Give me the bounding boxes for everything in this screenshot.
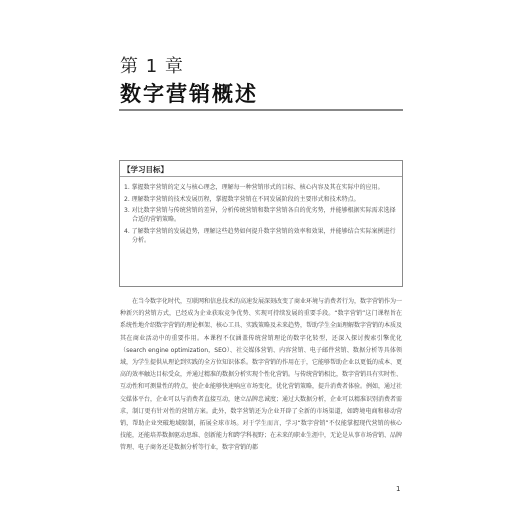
page-number: 1	[396, 485, 401, 493]
objectives-list	[124, 183, 396, 247]
body-paragraph: 在当今数字化时代，互联网和信息技术的高速发展深刻改变了商业环境与消费者行为，数字营销作为一种新兴的营销方式，已经成为企业获取竞争优势、实现可持续发展的重要手段。“数字营销”这门课程旨在系统性地介绍数字营销的理论框架、核心工具、实践策略及未来趋势，帮助学生全面理解数字营销的本质及其在商业活动中的重要作用。本课程不仅涵盖传统营销理论的数字化转型，还深入探讨搜索引擎优化（search engine optimization，SEO）、社交媒体营销、内容营销、电子邮件营销、数据分析等具体领域，为学生提供从理论到实践的全方位知识体系。数字营销的作用在于，它能够帮助企业以更低的成本、更高的效率触达目标受众，并通过精准的数据分析实现个性化营销。与传统营销相比，数字营销具有实时性、互动性和可测量性的特点，使企业能够快速响应市场变化，优化营销策略，提升消费者体验。例如，通过社交媒体平台，企业可以与消费者直接互动，建立品牌忠诚度；通过大数据分析，企业可以精准识别消费者需求，制订更有针对性的营销方案。此外，数字营销还为企业开辟了全新的市场渠道，如跨境电商和移动营销，帮助企业突破地域限制，拓展全球市场。对于学生而言，学习“数字营销”不仅能掌握现代营销的核心技能，还能培养数据驱动思维、创新能力和跨学科视野；在未来的职业生涯中，无论是从事市场营销、品牌管理、电子商务还是数据分析等行业，数字营销的都	[120, 298, 403, 452]
title-underline	[119, 109, 403, 111]
objective-item: 4. 了解数字营销的发展趋势，理解这些趋势如何提升数字营销的效率和效果，并能够结合实际案例进行分析。	[124, 227, 396, 244]
objective-item: 2. 理解数字营销的技术发展历程，掌握数字营销在不同发展阶段的主要形式和技术特点。	[124, 195, 360, 203]
objectives-header-divider	[120, 176, 402, 177]
chapter-label: 第 1 章	[120, 56, 184, 77]
objective-item: 1. 掌握数字营销的定义与核心理念，理解每一种营销形式的目标、核心内容及其在实际中的应用。	[124, 184, 384, 191]
learning-objectives-box	[119, 160, 403, 287]
learning-objectives-header: 【学习目标】	[123, 165, 168, 174]
chapter-title: 数字营销概述	[120, 82, 258, 106]
objective-item: 3. 对比数字营销与传统营销的差异，分析传统营销和数字营销各自的优劣势，并能够根据实际需求选择合适的营销策略。	[124, 207, 396, 223]
